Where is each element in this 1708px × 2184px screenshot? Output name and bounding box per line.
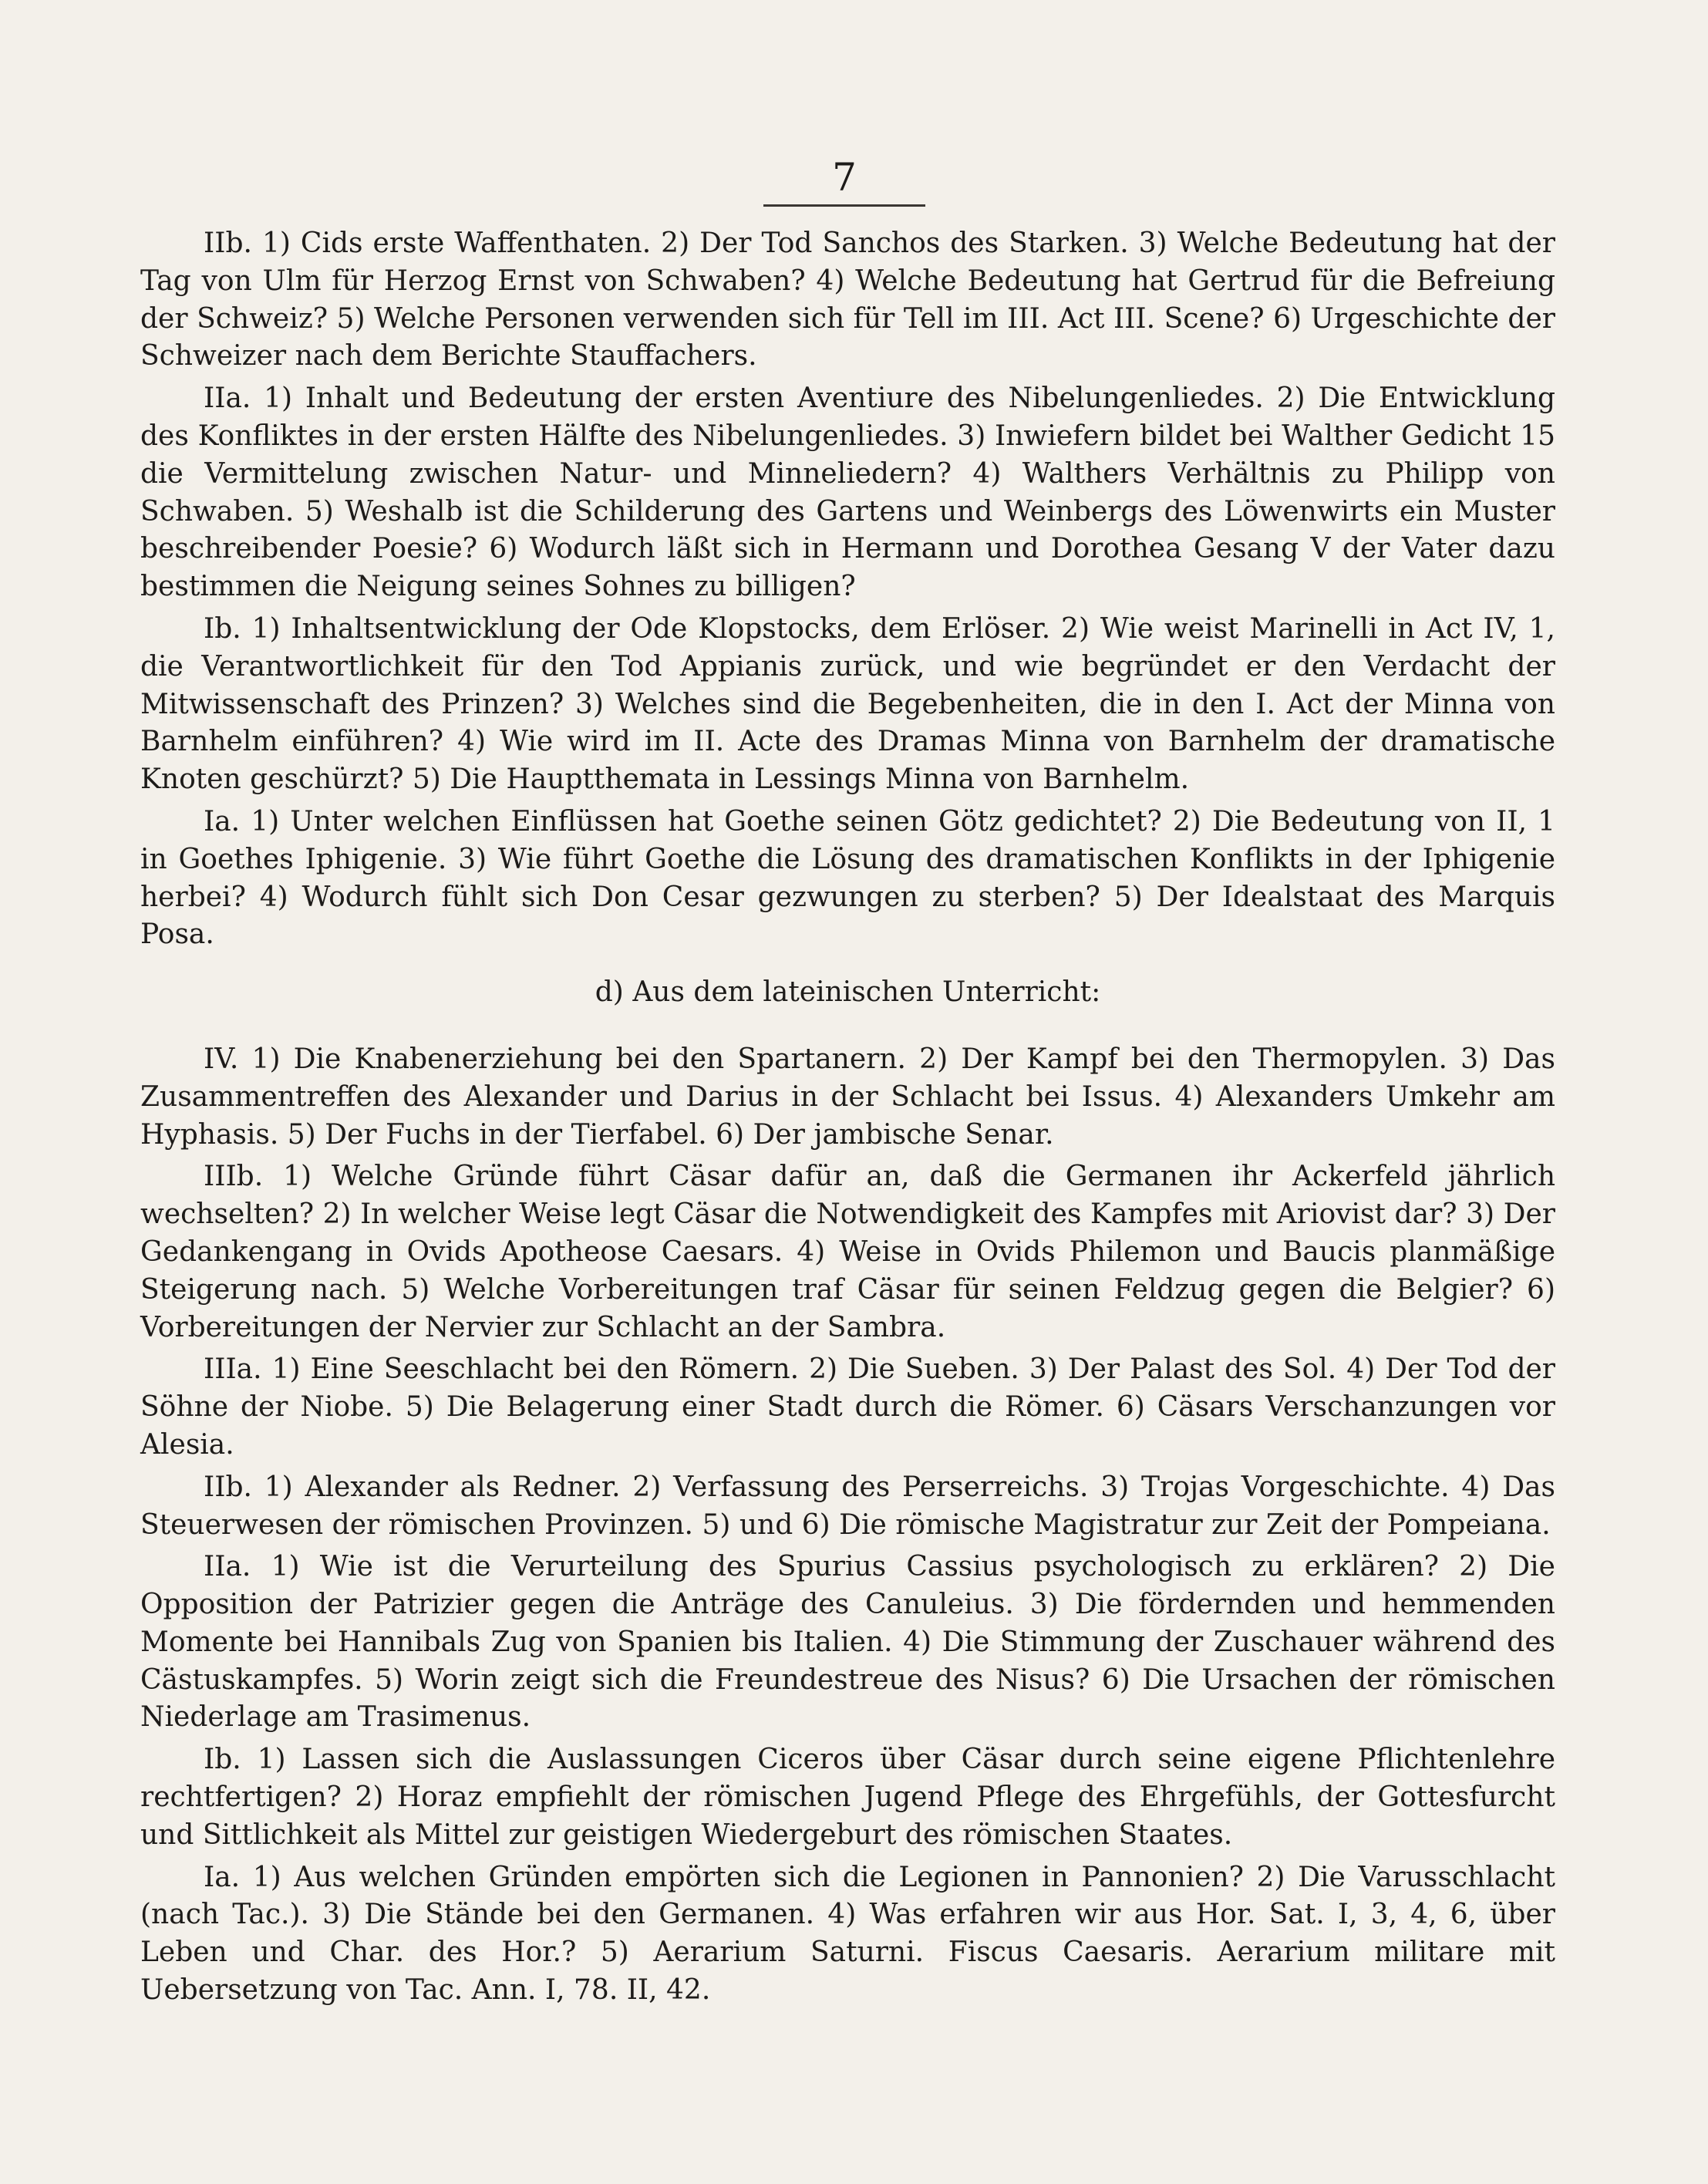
paragraph-d-5: [140, 1741, 1555, 1854]
class-mark: IV.: [204, 1043, 239, 1075]
paragraph-d-2: [140, 1351, 1555, 1464]
paragraph-text: 1) Die Knabenerziehung bei den Spartanern. 2) Der Kampf bei den Thermopylen. 3) Das Zusammentreffen des Alexander und Darius in der Schlacht bei Issus. 4) Alexanders Umkehr am Hyphasis. 5) Der Fuchs in der Tierfabel. 6) Der jambische Senar.: [140, 1043, 1555, 1151]
class-mark: IIb.: [204, 1471, 252, 1503]
class-mark: IIa.: [204, 383, 251, 415]
class-mark: Ib.: [204, 612, 241, 645]
section-heading-text: Aus dem lateinischen Unterricht:: [632, 976, 1101, 1009]
class-mark: IIb.: [204, 228, 252, 259]
section-heading: [140, 974, 1555, 1012]
page-number: 7: [832, 155, 857, 200]
paragraph-d-4: [140, 1549, 1555, 1737]
page-number-rule: [763, 204, 925, 207]
class-mark: IIIb.: [204, 1161, 264, 1193]
class-mark: IIa.: [204, 1551, 251, 1583]
paragraph-d-3: [140, 1469, 1555, 1545]
paragraph-d-0: [140, 1041, 1555, 1154]
paragraph-text: 1) Wie ist die Verurteilung des Spurius Cassius psychologisch zu erklären? 2) Die Opposition der Patrizier gegen die Anträge des Canuleius. 3) Die fördernden und hemmenden Momente bei Hannibals Zug von Spanien bis Italien. 4) Die Stimmung der Zuschauer während des Cästuskampfes. 5) Worin zeigt sich die Freundestreue des Nisus? 6) Die Ursachen der römischen Niederlage am Trasimenus.: [140, 1551, 1555, 1734]
class-mark: Ia.: [204, 1861, 241, 1893]
paragraph-c-0: [140, 225, 1555, 376]
paragraph-c-1: [140, 380, 1555, 606]
section-heading-prefix: d): [595, 976, 624, 1009]
paragraph-c-2: [140, 611, 1555, 799]
paragraph-text: 1) Welche Gründe führt Cäsar dafür an, daß die Germanen ihr Ackerfeld jährlich wechselten? 2) In welcher Weise legt Cäsar die Notwendigkeit des Kampfes mit Ariovist dar? 3) Der Gedankengang in Ovids Apotheose Caesars. 4) Weise in Ovids Philemon und Baucis planmäßige Steigerung nach. 5) Welche Vorbereitungen traf Cäsar für seinen Feldzug gegen die Belgier? 6) Vorbereitungen der Nervier zur Schlacht an der Sambra.: [140, 1161, 1555, 1343]
class-mark: Ib.: [204, 1744, 241, 1776]
class-mark: Ia.: [204, 805, 241, 838]
paragraph-d-6: [140, 1859, 1555, 2010]
paragraph-text: 1) Aus welchen Gründen empörten sich die Legionen in Pannonien? 2) Die Varusschlacht (nach Tac.). 3) Die Stände bei den Germanen. 4) Was erfahren wir aus Hor. Sat. I, 3, 4, 6, über Leben und Char. des Hor.? 5) Aerarium Saturni. Fiscus Caesaris. Aerarium militare mit Uebersetzung von Tac. Ann. I, 78. II, 42.: [140, 1861, 1555, 2007]
body-text: [140, 225, 1555, 2014]
paragraph-text: 1) Unter welchen Einflüssen hat Goethe seinen Götz gedichtet? 2) Die Bedeutung von II, 1 in Goethes Iphigenie. 3) Wie führt Goethe die Lösung des dramatischen Konflikts in der Iphigenie herbei? 4) Wodurch fühlt sich Don Cesar gezwungen zu sterben? 5) Der Idealstaat des Marquis Posa.: [140, 805, 1555, 951]
paragraph-text: 1) Lassen sich die Auslassungen Ciceros über Cäsar durch seine eigene Pflichtenlehre rechtfertigen? 2) Horaz empfiehlt der römischen Jugend Pflege des Ehrgefühls, der Gottesfurcht und Sittlichkeit als Mittel zur geistigen Wiedergeburt des römischen Staates.: [140, 1744, 1555, 1851]
paragraph-d-1: [140, 1158, 1555, 1346]
paragraph-text: 1) Inhaltsentwicklung der Ode Klopstocks, dem Erlöser. 2) Wie weist Marinelli in Act IV, 1, die Verantwortlichkeit für den Tod Appianis zurück, und wie begründet er den Verdacht der Mitwissenschaft des Prinzen? 3) Welches sind die Begebenheiten, die in den I. Act der Minna von Barnhelm einführen? 4) Wie wird im II. Acte des Dramas Minna von Barnhelm der dramatische Knoten geschürzt? 5) Die Hauptthemata in Lessings Minna von Barnhelm.: [140, 612, 1555, 796]
paragraph-text: 1) Cids erste Waffenthaten. 2) Der Tod Sanchos des Starken. 3) Welche Bedeutung hat der Tag von Ulm für Herzog Ernst von Schwaben? 4) Welche Bedeutung hat Gertrud für die Befreiung der Schweiz? 5) Welche Personen verwenden sich für Tell im III. Act III. Scene? 6) Urgeschichte der Schweizer nach dem Berichte Stauffachers.: [140, 228, 1555, 372]
paragraph-text: 1) Eine Seeschlacht bei den Römern. 2) Die Sueben. 3) Der Palast des Sol. 4) Der Tod der Söhne der Niobe. 5) Die Belagerung einer Stadt durch die Römer. 6) Cäsars Verschanzungen vor Alesia.: [140, 1353, 1555, 1461]
class-mark: IIIa.: [204, 1353, 262, 1386]
paragraph-text: 1) Inhalt und Bedeutung der ersten Aventiure des Nibelungenliedes. 2) Die Entwicklung des Konfliktes in der ersten Hälfte des Nibelungenliedes. 3) Inwiefern bildet bei Walther Gedicht 15 die Vermittelung zwischen Natur- und Minneliedern? 4) Walthers Verhältnis zu Philipp von Schwaben. 5) Weshalb ist die Schilderung des Gartens und Weinbergs des Löwenwirts ein Muster beschreibender Poesie? 6) Wodurch läßt sich in Hermann und Dorothea Gesang V der Vater dazu bestimmen die Neigung seines Sohnes zu billigen?: [140, 383, 1555, 603]
paragraph-c-3: [140, 804, 1555, 954]
paragraph-text: 1) Alexander als Redner. 2) Verfassung des Perserreichs. 3) Trojas Vorgeschichte. 4) Das Steuerwesen der römischen Provinzen. 5) und 6) Die römische Magistratur zur Zeit der Pompeiana.: [140, 1471, 1555, 1541]
